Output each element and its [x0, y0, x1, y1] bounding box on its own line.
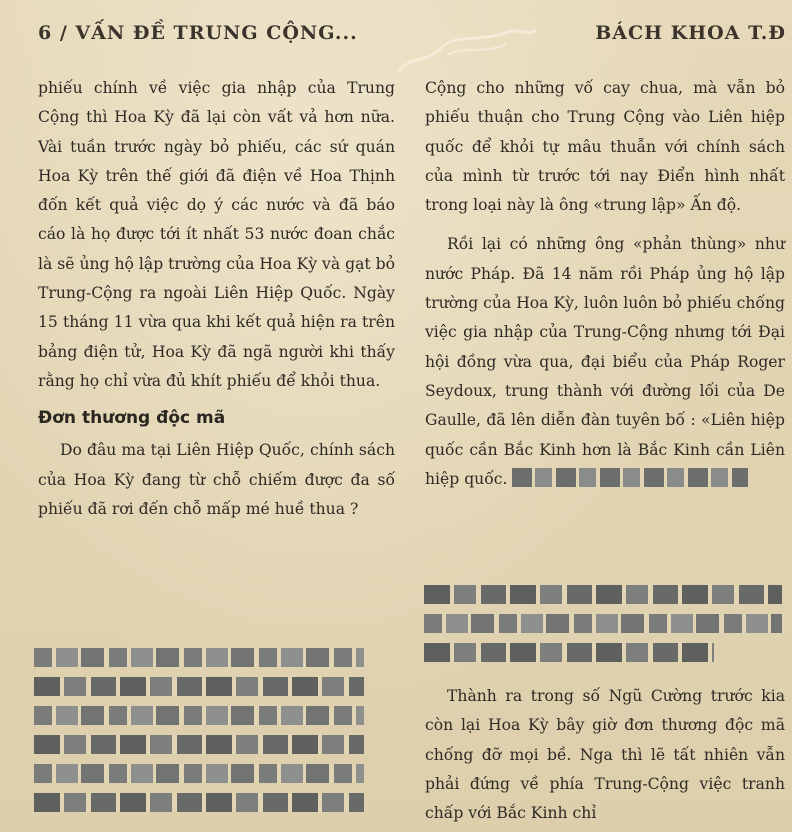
censored-line	[34, 764, 364, 783]
censored-block-right	[424, 585, 782, 672]
right-paragraph-2-text: Rồi lại có những ông «phản thùng» như nước Pháp. Đã 14 năm rồi Pháp ủng hộ lập trường của Hoa Kỳ, luôn luôn bỏ phiếu chống việc gia nhập của Trung-Cộng nhưng tới Đại hội đồng vừa qua, đại biểu của Pháp Roger Seydoux, trung thành với đường lối của De Gaulle, đã lên diễn đàn tuyên bố : «Liên hiệp quốc cần Bắc Kinh hơn là Bắc Kinh cần Liên hiệp quốc.	[425, 235, 785, 488]
censored-line	[424, 614, 782, 633]
censored-inline	[512, 468, 748, 487]
right-paragraph-3: Thành ra trong số Ngũ Cường trước kia còn lại Hoa Kỳ bây giờ đơn thương độc mã chống đỡ mọi bề. Nga thì lẽ tất nhiên vẫn phải đứng về phía Trung-Cộng việc tranh chấp với Bắc Kinh chỉ	[425, 687, 785, 823]
right-paragraph-2	[425, 230, 785, 494]
censored-line	[424, 585, 782, 604]
right-paragraph-1: Cộng cho những vố cay chua, mà vẫn bỏ phiếu thuận cho Trung Cộng vào Liên hiệp quốc để khỏi tự mâu thuẫn với chính sách của mình từ trước tới nay Điển hình nhất trong loại này là ông «trung lập» Ấn độ.	[425, 79, 785, 215]
left-paragraph-1: phiếu chính về việc gia nhập của Trung Cộng thì Hoa Kỳ đã lại còn vất vả hơn nữa. Vài tuần trước ngày bỏ phiếu, các sứ quán Hoa Kỳ trên thế giới đã điện về Hoa Thịnh đốn kết quả việc dọ ý các nước và đã báo cáo là họ được tới ít nhất 53 nước đoan chắc là sẽ ủng hộ lập trường của Hoa Kỳ và gạt bỏ Trung-Cộng ra ngoài Liên Hiệp Quốc. Ngày 15 tháng 11 vừa qua khi kết quả hiện ra trên bảng điện tử, Hoa Kỳ đã ngã người khi thấy rằng họ chỉ vừa đủ khít phiếu để khỏi thua.	[38, 79, 395, 390]
section-subheading: Đơn thương độc mã	[38, 408, 226, 429]
right-column-continued	[425, 682, 785, 828]
left-paragraph-2: Do đâu ma tại Liên Hiệp Quốc, chính sách của Hoa Kỳ đang từ chỗ chiếm được đa số phiếu đã rơi đến chỗ mấp mé huề thua ?	[38, 441, 395, 518]
censored-line	[424, 643, 714, 662]
running-header	[38, 22, 786, 48]
censored-line	[34, 735, 364, 754]
censored-block-left	[34, 648, 364, 822]
left-column	[38, 74, 395, 524]
header-magazine-name: BÁCH KHOA T.Đ	[595, 22, 786, 44]
censored-line	[34, 706, 364, 725]
censored-line	[34, 648, 364, 667]
right-column	[425, 74, 785, 494]
censored-line	[34, 677, 364, 696]
header-page-title: 6 / VẤN ĐỀ TRUNG CỘNG...	[38, 22, 358, 44]
censored-line	[34, 793, 364, 812]
